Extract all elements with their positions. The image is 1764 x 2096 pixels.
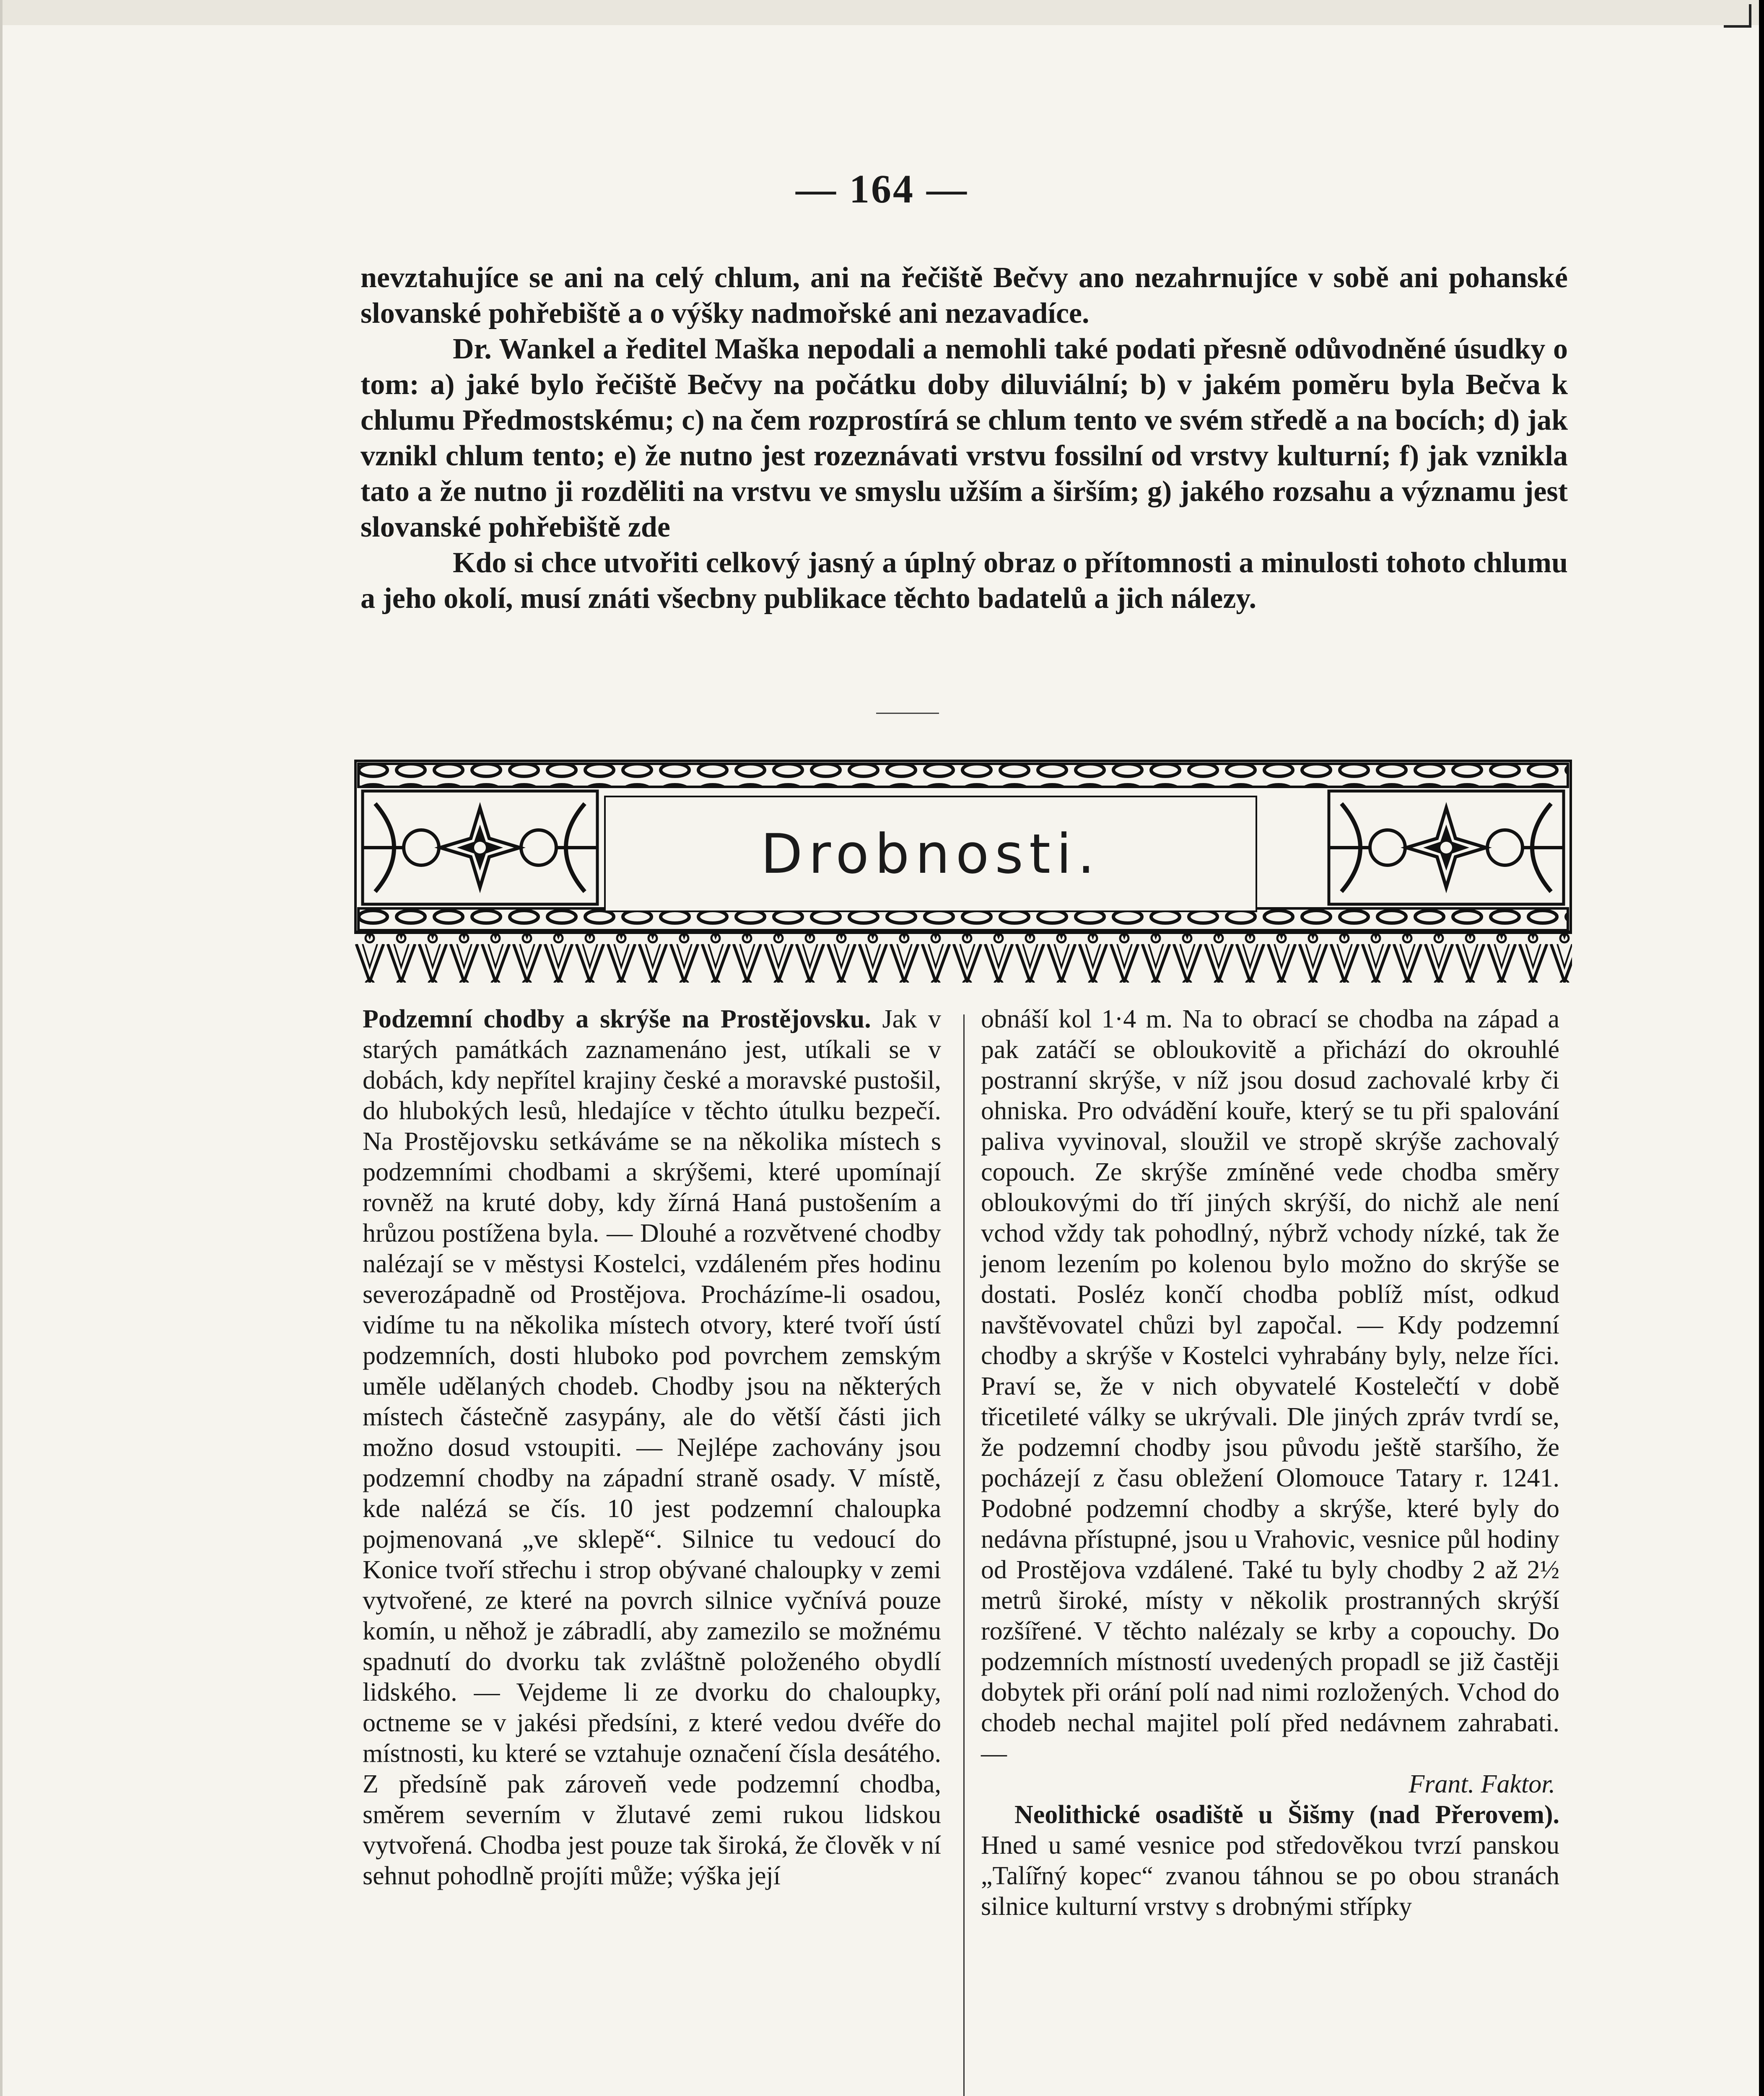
left-article-body: Jak v starých památkách zaznamenáno jest, utíkali se v dobách, kdy nepřítel krajiny české a moravské pustošil, do hlubokých lesů, hledajíce v těchto útulku bezpečí. Na Prostějovsku setkáváme se na několika místech s podzemními chodbami a skrýšemi, které upomínají rovněž na kruté doby, kdy žírná Haná pustošením a hrůzou postížena byla. — Dlouhé a rozvětvené chodby nalézají se v městysi Kostelci, vzdáleném přes hodinu severozápadně od Prostějova. Procházíme-li osadou, vidíme tu na několika místech otvory, které tvoří ústí podzemních, dosti hluboko pod povrchem zemským uměle udělaných chodeb. Chodby jsou na některých místech částečně zasypány, ale do větší části jich možno dosud vstoupiti. — Nejlépe zachovány jsou podzemní chodby na západní straně osady. V místě, kde nalézá se čís. 10 jest podzemní chaloupka pojmenovaná „ve sklepě“. Silnice tu vedoucí do Konice tvoří střechu i strop obývané chaloupky v zemi vytvořené, ze které na povrch silnice vyčnívá pouze komín, u něhož je zábradlí, aby zamezilo se možnému spadnutí do dvorku tak zvláštně položeného obydlí lidského. — Vejdeme li ze dvorku do chaloupky, octneme se v jakési předsíni, z které vedou dvéře do místnosti, ku které se vztahuje označení čísla desátého. Z předsíně pak zároveň vede podzemní chodba, směrem severním v žlutavé zemi rukou lidskou vytvořená. Chodba jest pouze tak široká, že člověk v ní sehnut pohodlně projíti může; výška její [363,1005,941,1890]
left-article [363,1004,941,1891]
article-signature: Frant. Faktor. [1409,1770,1555,1798]
scan-margin-left [0,0,3,2096]
scan-margin-top [0,0,1764,25]
banner-title: Drobnosti. [606,797,1256,911]
section-rule [876,713,939,714]
right-article-2-body: Hned u samé vesnice pod středověkou tvrzí panskou „Talířný kopec“ zvanou táhnou se po obou stranách silnice kulturní vrstvy s drobnými střípky [981,1831,1559,1921]
right-article-2 [981,1800,1559,1922]
top-text-block [361,260,1568,616]
scan-margin-right [1759,0,1764,2096]
corner-mark [1724,4,1751,28]
article-heading-underground: Podzemní chodby a skrýše na Prostějovsku. [363,1005,871,1033]
article-heading-neolithic: Neolithické osadiště u Šišmy (nad Přerovem). [1014,1800,1559,1829]
right-article-continuation: obnáší kol 1·4 m. Na to obrací se chodba na západ a pak zatáčí se obloukovitě a přichází do okrouhlé postranní skrýše, v níž jsou dosud zachovalé krby či ohniska. Pro odvádění kouře, který se tu při spalování paliva vyvinoval, sloužil ve stropě skrýše zachovalý copouch. Ze skrýše zmíněné vede chodba směry obloukovými do tří jiných skrýší, do nichž ale není vchod vždy tak pohodlný, nýbrž vchody nízké, tak že jenom lezením po kolenou bylo možno do skrýše se dostati. Posléz končí chodba poblíž míst, odkud navštěvovatel chůzi byl započal. — Kdy podzemní chodby a skrýše v Kostelci vyhrabány byly, nelze říci. Praví se, že v nich obyvatelé Kostelečtí v době třicetileté války se ukrývali. Dle jiných zpráv tvrdí se, že podzemní chodby jsou původu ještě staršího, že pocházejí z času obležení Olomouce Tatary r. 1241. Podobné podzemní chodby a skrýše, které byly do nedávna přístupné, jsou u Vrahovic, vesnice půl hodiny od Prostějova vzdálené. Také tu byly chodby 2 až 2½ metrů široké, místy v několik prostranných skrýší rozšířené. V těchto nalézaly se krby a copouchy. Do podzemních místností uvedených propadl se již častěji dobytek při orání polí nad nimi rozložených. Vchod do chodeb nechal majitel polí před nedávnem zahrabati. — [981,1005,1559,1768]
top-paragraph-1: nevztahujíce se ani na celý chlum, ani na řečiště Bečvy ano nezahrnujíce v sobě ani pohanské slovanské pohřebiště a o výšky nadmořské ani nezavadíce. [361,262,1568,329]
left-column [363,1004,941,1891]
top-paragraph-2: Dr. Wankel a ředitel Maška nepodali a nemohli také podati přesně odůvodněné úsudky o tom: a) jaké bylo řečiště Bečvy na počátku doby diluviální; b) v jakém poměru byla Bečva k chlumu Předmostskému; c) na čem rozprostírá se chlum tento ve svém středě a na bocích; d) jak vznikl chlum tento; e) že nutno jest rozeznávati vrstvu fossilní od vrstvy kulturní; f) jak vznikla tato a že nutno ji rozděliti na vrstvu ve smyslu užším a širším; g) jakého rozsahu a významu jest slovanské pohřebiště zde [361,333,1568,543]
right-column [981,1004,1559,1922]
page-number: — 164 — [796,166,968,211]
top-paragraph-3: Kdo si chce utvořiti celkový jasný a úplný obraz o přítomnosti a minulosti tohoto chlumu a jeho okolí, musí znáti všecbny publikace těchto badatelů a jich nálezy. [361,547,1568,615]
column-divider [963,1014,965,2096]
section-banner [354,760,1572,986]
